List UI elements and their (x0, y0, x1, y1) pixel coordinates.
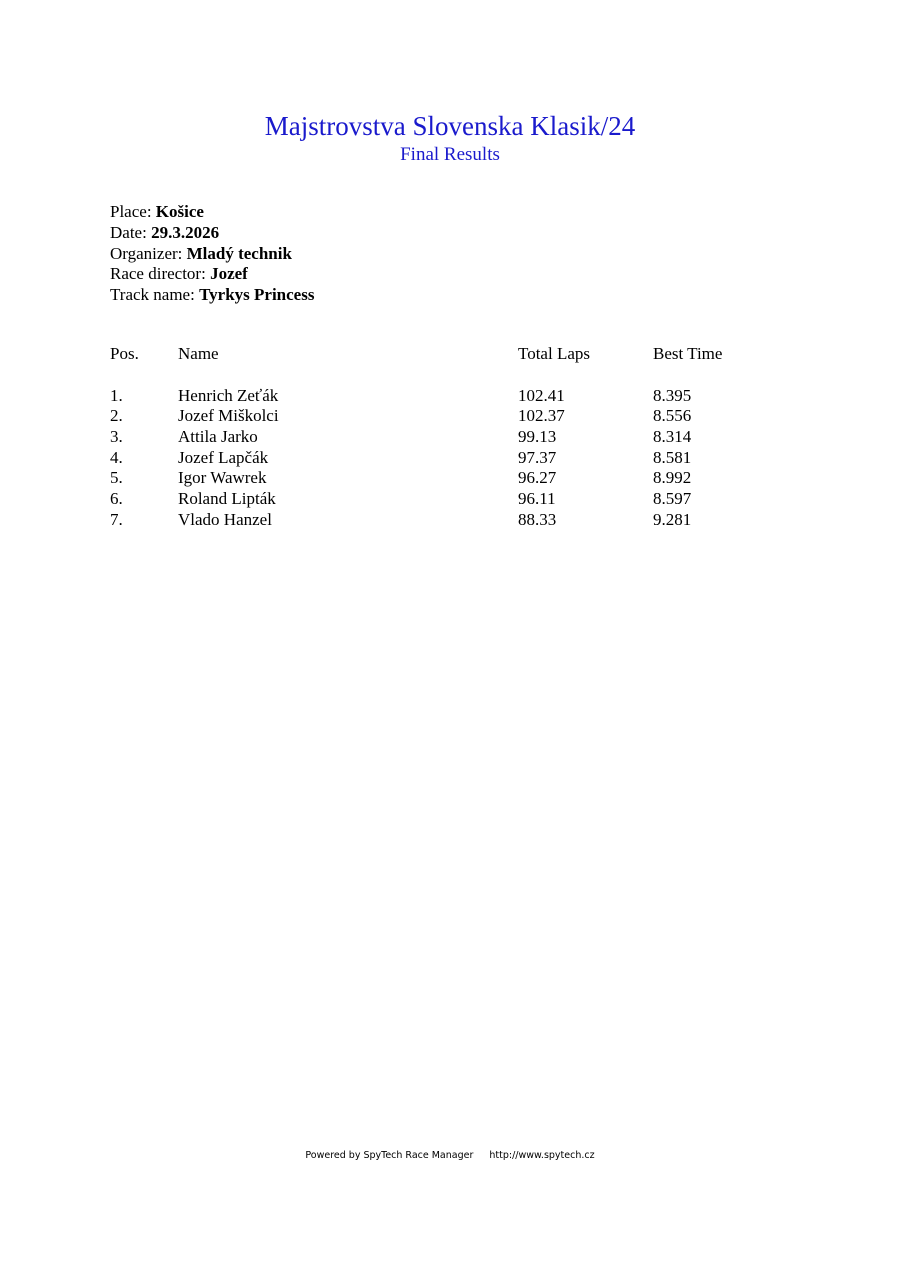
info-place (110, 202, 314, 223)
info-label: Date: (110, 222, 152, 242)
cell-pos: 4. (110, 447, 123, 467)
cell-total-laps: 102.37 (518, 406, 565, 426)
info-label: Race director: (110, 264, 211, 284)
cell-pos: 2. (110, 406, 123, 426)
table-row (110, 386, 810, 407)
info-organizer (110, 244, 314, 265)
info-value: Tyrkys Princess (199, 285, 315, 305)
cell-total-laps: 96.27 (518, 468, 557, 488)
cell-pos: 1. (110, 385, 123, 405)
cell-name: Igor Wawrek (178, 468, 267, 488)
info-date (110, 223, 314, 244)
table-row (110, 448, 810, 469)
results-table (110, 344, 810, 530)
table-row (110, 489, 810, 510)
cell-best-time: 8.992 (653, 468, 692, 488)
table-row (110, 406, 810, 427)
cell-best-time: 8.581 (653, 447, 692, 467)
cell-pos: 5. (110, 468, 123, 488)
info-track-name (110, 285, 314, 306)
powered-by-text: Powered by SpyTech Race Manager (305, 1150, 474, 1161)
cell-best-time: 8.556 (653, 406, 692, 426)
cell-pos: 7. (110, 509, 123, 529)
cell-name: Vlado Hanzel (178, 509, 272, 529)
cell-name: Jozef Miškolci (178, 406, 279, 426)
cell-name: Jozef Lapčák (178, 447, 269, 467)
footer-url: http://www.spytech.cz (489, 1150, 595, 1161)
cell-best-time: 9.281 (653, 509, 692, 529)
cell-pos: 3. (110, 426, 123, 446)
info-value: 29.3.2026 (151, 222, 220, 242)
column-header-total-laps: Total Laps (518, 344, 590, 363)
info-value: Košice (155, 202, 204, 221)
info-label: Place: (110, 202, 156, 221)
info-value: Jozef (210, 264, 248, 284)
cell-best-time: 8.597 (653, 488, 692, 508)
table-row (110, 468, 810, 489)
cell-name: Henrich Zeťák (178, 385, 279, 405)
cell-best-time: 8.395 (653, 385, 692, 405)
cell-name: Attila Jarko (178, 426, 258, 446)
table-header (110, 344, 810, 386)
info-value: Mladý technik (186, 243, 292, 263)
column-header-pos: Pos. (110, 344, 139, 363)
column-header-best-time: Best Time (653, 344, 723, 363)
info-label: Track name: (110, 285, 200, 305)
page-title: Majstrovstva Slovenska Klasik/24 (264, 111, 636, 141)
column-header-name: Name (178, 344, 219, 363)
info-label: Organizer: (110, 243, 187, 263)
cell-total-laps: 99.13 (518, 426, 557, 446)
table-row (110, 427, 810, 448)
cell-name: Roland Lipták (178, 488, 276, 508)
cell-total-laps: 96.11 (518, 488, 556, 508)
table-row (110, 510, 810, 531)
cell-pos: 6. (110, 488, 123, 508)
race-info (110, 202, 314, 306)
cell-total-laps: 102.41 (518, 385, 565, 405)
info-race-director (110, 264, 314, 285)
cell-total-laps: 88.33 (518, 509, 557, 529)
cell-best-time: 8.314 (653, 426, 692, 446)
cell-total-laps: 97.37 (518, 447, 557, 467)
page-subtitle: Final Results (400, 144, 500, 165)
page-footer (0, 1150, 900, 1162)
